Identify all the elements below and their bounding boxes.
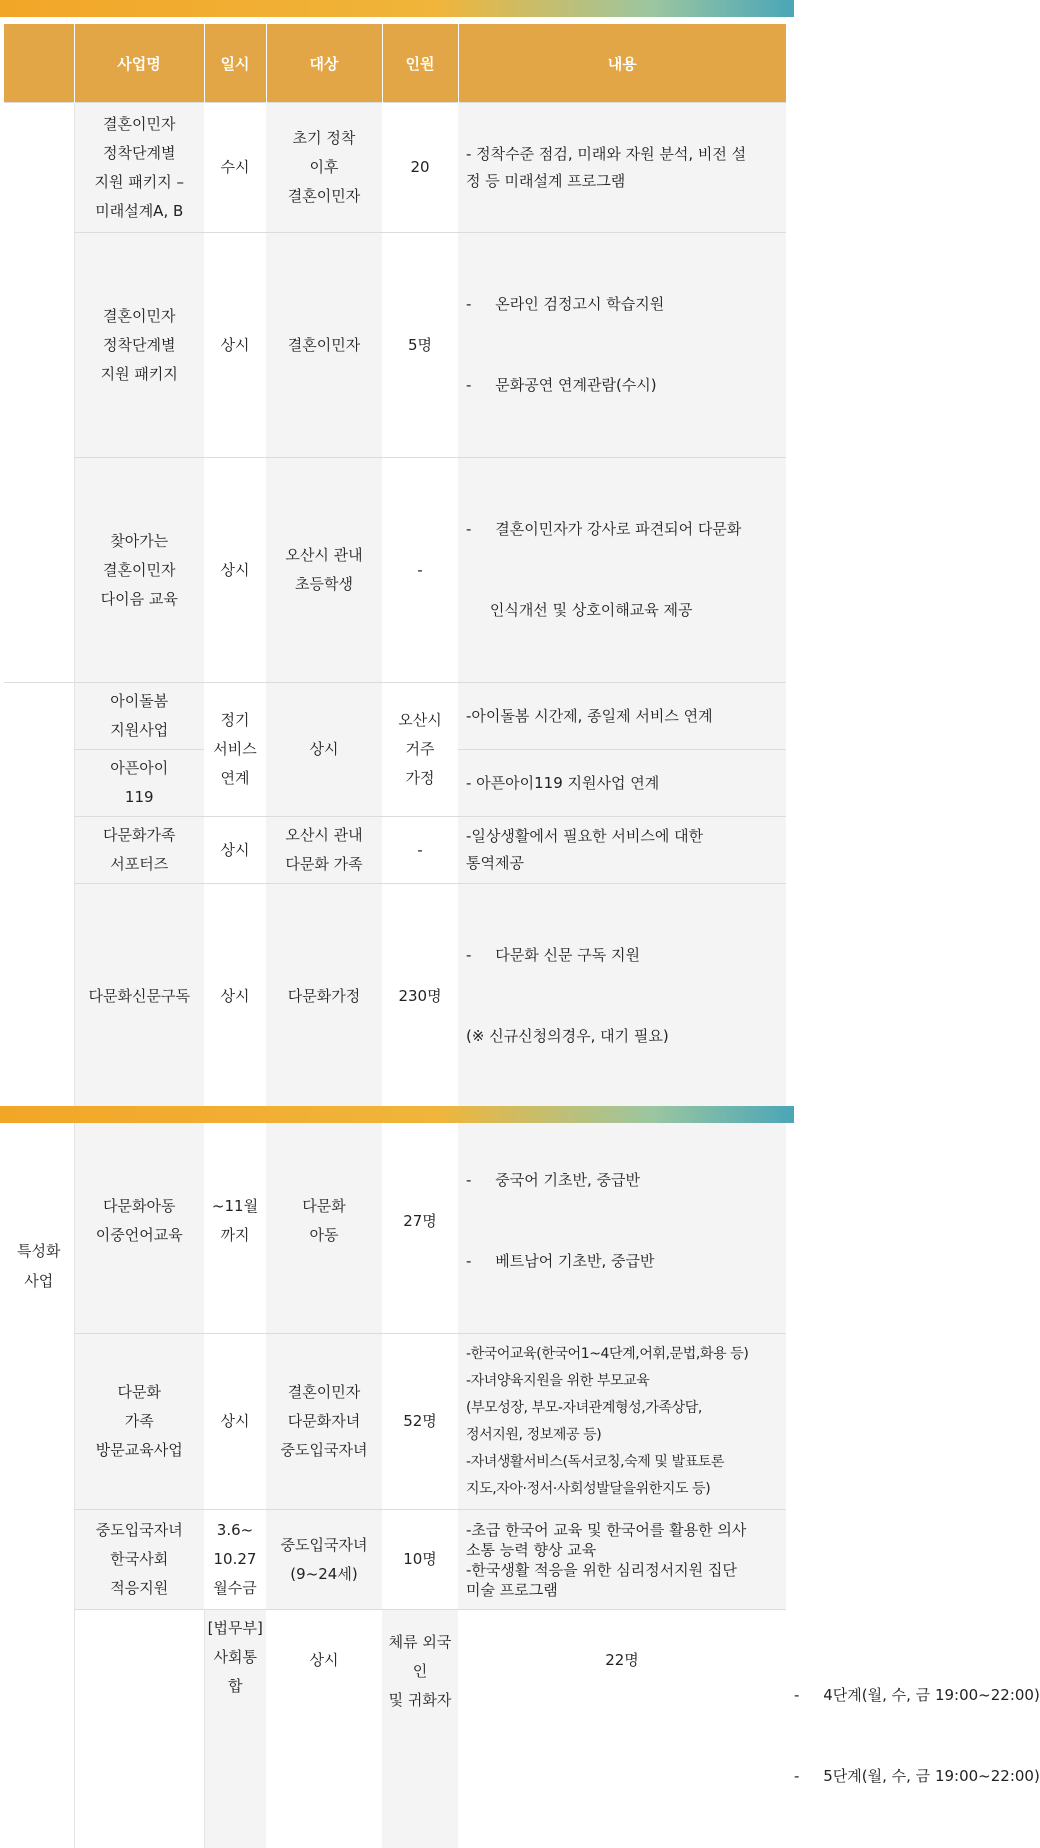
schedule-cell-merged: [204, 683, 266, 817]
text-line: 인식개선 및 상호이해교육 제공: [466, 597, 783, 624]
text-line: 22명: [461, 1646, 783, 1675]
table-row: [4, 1334, 786, 1510]
target-cell: [266, 1510, 382, 1610]
text-line: 3.6~: [207, 1516, 263, 1545]
text-line: 결혼이민자: [269, 182, 379, 211]
target-cell: [266, 1109, 382, 1334]
content-cell: [458, 683, 786, 750]
text-line: 아동: [269, 1221, 379, 1250]
text-line: -초급 한국어 교육 및 한국어를 활용한 의사: [466, 1520, 783, 1540]
text-line: -한국어교육(한국어1~4단계,어휘,문법,화용 등): [466, 1341, 783, 1368]
text-line: 다문화아동: [78, 1192, 202, 1221]
text-line: 초등학생: [269, 570, 379, 599]
text-line: 오산시 관내: [269, 821, 379, 850]
text-line: (부모성장, 부모-자녀관계형성,가족상담,: [466, 1395, 783, 1422]
program-name-cell: [74, 750, 204, 817]
text-line: 연계: [207, 764, 263, 793]
table-header-row: [4, 24, 786, 103]
program-name-cell: [74, 1109, 204, 1334]
text-line: 52명: [385, 1407, 455, 1436]
text-line: 사회통합: [208, 1643, 264, 1701]
text-line: -: [385, 836, 455, 865]
text-line: (※ 신규신청의경우, 대기 필요): [466, 1023, 783, 1050]
text-line: 정착단계별: [78, 139, 202, 168]
schedule-cell: [204, 817, 266, 884]
text-line: 119: [78, 783, 202, 812]
text-line: 상시: [207, 331, 263, 360]
text-line: 정 등 미래설계 프로그램: [466, 168, 783, 195]
text-line: 월수금: [207, 1574, 263, 1603]
text-line: 다문화: [269, 1192, 379, 1221]
text-line: 까지: [207, 1221, 263, 1250]
text-line: 적응지원: [78, 1574, 202, 1603]
table-row: [4, 458, 786, 683]
text-line: 아이돌봄: [78, 687, 202, 716]
text-line: - 결혼이민자가 강사로 파견되어 다문화: [466, 516, 783, 543]
schedule-cell: [204, 1109, 266, 1334]
bottom-decorative-band: [0, 1106, 794, 1123]
text-line: 방문교육사업: [78, 1436, 202, 1465]
text-line: 결혼이민자: [269, 331, 379, 360]
text-line: 및 귀화자: [385, 1686, 455, 1715]
text-line: 지원 패키지 –: [78, 168, 202, 197]
headcount-cell: [382, 1510, 458, 1610]
text-line: 27명: [385, 1207, 455, 1236]
headcount-cell: [382, 103, 458, 233]
table-row: [법무부] 사회통합 상시 체류 외국인 및 귀화자 22명 - 4단계(월, 수, 금 19:00~22:00) - 5단계(월, 수, 금 19:00~22:00): [4, 1610, 786, 1848]
headcount-cell: [382, 1109, 458, 1334]
text-line: 미술 프로그램: [466, 1580, 783, 1600]
text-line: 정착단계별: [78, 331, 202, 360]
text-line: 이중언어교육: [78, 1221, 202, 1250]
program-table: [4, 24, 786, 1848]
text-line: 결혼이민자: [78, 110, 202, 139]
text-line: 오산시 관내: [269, 541, 379, 570]
program-name-cell: [74, 103, 204, 233]
text-line: 이후: [269, 153, 379, 182]
text-line: 결혼이민자: [78, 556, 202, 585]
text-line: 상시: [207, 1407, 263, 1436]
header-content: 내용: [458, 24, 786, 103]
target-cell-merged: [266, 683, 382, 817]
text-line: [법무부]: [208, 1614, 264, 1643]
content-cell: [458, 103, 786, 233]
text-line: 10명: [385, 1545, 455, 1574]
text-line: 아픈아이: [78, 754, 202, 783]
target-cell: [382, 1610, 458, 1848]
text-line: -: [385, 556, 455, 585]
text-line: 수시: [207, 153, 263, 182]
content-cell: [458, 817, 786, 884]
header-headcount: 인원: [382, 24, 458, 103]
text-line: 중도입국자녀: [269, 1531, 379, 1560]
content-cell: [458, 458, 786, 683]
text-line: 다문화가족: [78, 821, 202, 850]
text-line: 정기: [207, 706, 263, 735]
text-line: ~11월: [207, 1192, 263, 1221]
content-cell: [458, 1510, 786, 1610]
content-cell: [458, 1109, 786, 1334]
schedule-cell: [204, 103, 266, 233]
text-line: -자녀양육지원을 위한 부모교육: [466, 1368, 783, 1395]
headcount-cell: [382, 817, 458, 884]
text-line: - 베트남어 기초반, 중급반: [466, 1248, 783, 1275]
text-line: 소통 능력 향상 교육: [466, 1540, 783, 1560]
text-line: 5명: [385, 331, 455, 360]
table-row: [4, 233, 786, 458]
text-line: 미래설계A, B: [78, 197, 202, 226]
text-line: 다문화가정: [269, 982, 379, 1011]
text-line: 결혼이민자: [78, 302, 202, 331]
text-line: 가족: [78, 1407, 202, 1436]
text-line: 지원 패키지: [78, 360, 202, 389]
text-line: 상시: [207, 982, 263, 1011]
text-line: 초기 정착: [269, 124, 379, 153]
schedule-cell: [204, 1334, 266, 1510]
text-line: 230명: [385, 982, 455, 1011]
text-line: 거주: [385, 735, 455, 764]
text-line: 결혼이민자: [269, 1378, 379, 1407]
text-line: 다문화신문구독: [78, 982, 202, 1011]
text-line: 체류 외국인: [385, 1628, 455, 1686]
target-cell: [266, 458, 382, 683]
target-cell: [266, 817, 382, 884]
text-line: 다문화: [78, 1378, 202, 1407]
target-cell: [266, 233, 382, 458]
text-line: - 정착수준 점검, 미래와 자원 분석, 비전 설: [466, 141, 783, 168]
program-name-cell: [74, 884, 204, 1109]
text-line: -한국생활 적응을 위한 심리정서지원 집단: [466, 1560, 783, 1580]
category-cell-specialized: [4, 683, 74, 1848]
program-name-cell: [74, 817, 204, 884]
text-line: - 다문화 신문 구독 지원: [466, 942, 783, 969]
text-line: -일상생활에서 필요한 서비스에 대한: [466, 823, 783, 850]
header-schedule: 일시: [204, 24, 266, 103]
text-line: 상시: [269, 1646, 379, 1675]
text-line: 찾아가는: [78, 527, 202, 556]
text-line: 상시: [207, 836, 263, 865]
schedule-cell: [266, 1610, 382, 1848]
text-line: - 아픈아이119 지원사업 연계: [466, 770, 783, 797]
schedule-cell: [204, 884, 266, 1109]
header-category: [4, 24, 74, 103]
headcount-cell: [382, 233, 458, 458]
text-line: 10.27: [207, 1545, 263, 1574]
program-name-cell: [204, 1610, 266, 1848]
category-cell-continued: [4, 103, 74, 683]
header-program-name: 사업명: [74, 24, 204, 103]
text-line: 서포터즈: [78, 850, 202, 879]
schedule-cell: [204, 233, 266, 458]
headcount-cell: [382, 884, 458, 1109]
text-line: 다이음 교육: [78, 585, 202, 614]
content-cell: [458, 1334, 786, 1510]
text-line: 중도입국자녀: [78, 1516, 202, 1545]
table-row: [4, 1510, 786, 1610]
headcount-cell-merged: [382, 683, 458, 817]
header-target: 대상: [266, 24, 382, 103]
table-row: [4, 683, 786, 750]
program-name-cell: [74, 458, 204, 683]
text-line: 지도,자아·정서·사회성발달을위한지도 등): [466, 1476, 783, 1503]
text-line: 가정: [385, 764, 455, 793]
text-line: -자녀생활서비스(독서코칭,숙제 및 발표토론: [466, 1449, 783, 1476]
text-line: 통역제공: [466, 850, 783, 877]
text-line: 지원사업: [78, 716, 202, 745]
text-line: - 중국어 기초반, 중급반: [466, 1167, 783, 1194]
program-name-cell: [74, 683, 204, 750]
program-name-cell: [74, 1510, 204, 1610]
program-name-cell: [74, 1334, 204, 1510]
table-row: [4, 884, 786, 1109]
text-line: 한국사회: [78, 1545, 202, 1574]
text-line: (9~24세): [269, 1560, 379, 1589]
text-line: 중도입국자녀: [269, 1436, 379, 1465]
text-line: 상시: [269, 735, 379, 764]
top-decorative-band: [0, 0, 794, 17]
table-row: [4, 817, 786, 884]
table-row: [4, 1109, 786, 1334]
schedule-cell: [204, 458, 266, 683]
target-cell: [266, 103, 382, 233]
text-line: 상시: [207, 556, 263, 585]
headcount-cell: [382, 1334, 458, 1510]
program-name-cell: [74, 233, 204, 458]
target-cell: [266, 1334, 382, 1510]
text-line: -아이돌봄 시간제, 종일제 서비스 연계: [466, 703, 783, 730]
text-line: 다문화자녀: [269, 1407, 379, 1436]
text-line: - 문화공연 연계관람(수시): [466, 372, 783, 399]
program-table-container: [4, 24, 786, 1106]
content-cell: [458, 750, 786, 817]
headcount-cell: [458, 1610, 786, 1848]
headcount-cell: [382, 458, 458, 683]
text-line: 다문화 가족: [269, 850, 379, 879]
content-cell: [458, 884, 786, 1109]
text-line: 정서지원, 정보제공 등): [466, 1422, 783, 1449]
category-label: 특성화 사업: [7, 1236, 71, 1296]
category-cell-continued: [74, 1610, 204, 1848]
schedule-cell: [204, 1510, 266, 1610]
table-row: [4, 103, 786, 233]
target-cell: [266, 884, 382, 1109]
text-line: - 온라인 검정고시 학습지원: [466, 291, 783, 318]
content-cell: [458, 233, 786, 458]
text-line: 오산시: [385, 706, 455, 735]
text-line: 20: [385, 153, 455, 182]
text-line: 서비스: [207, 735, 263, 764]
